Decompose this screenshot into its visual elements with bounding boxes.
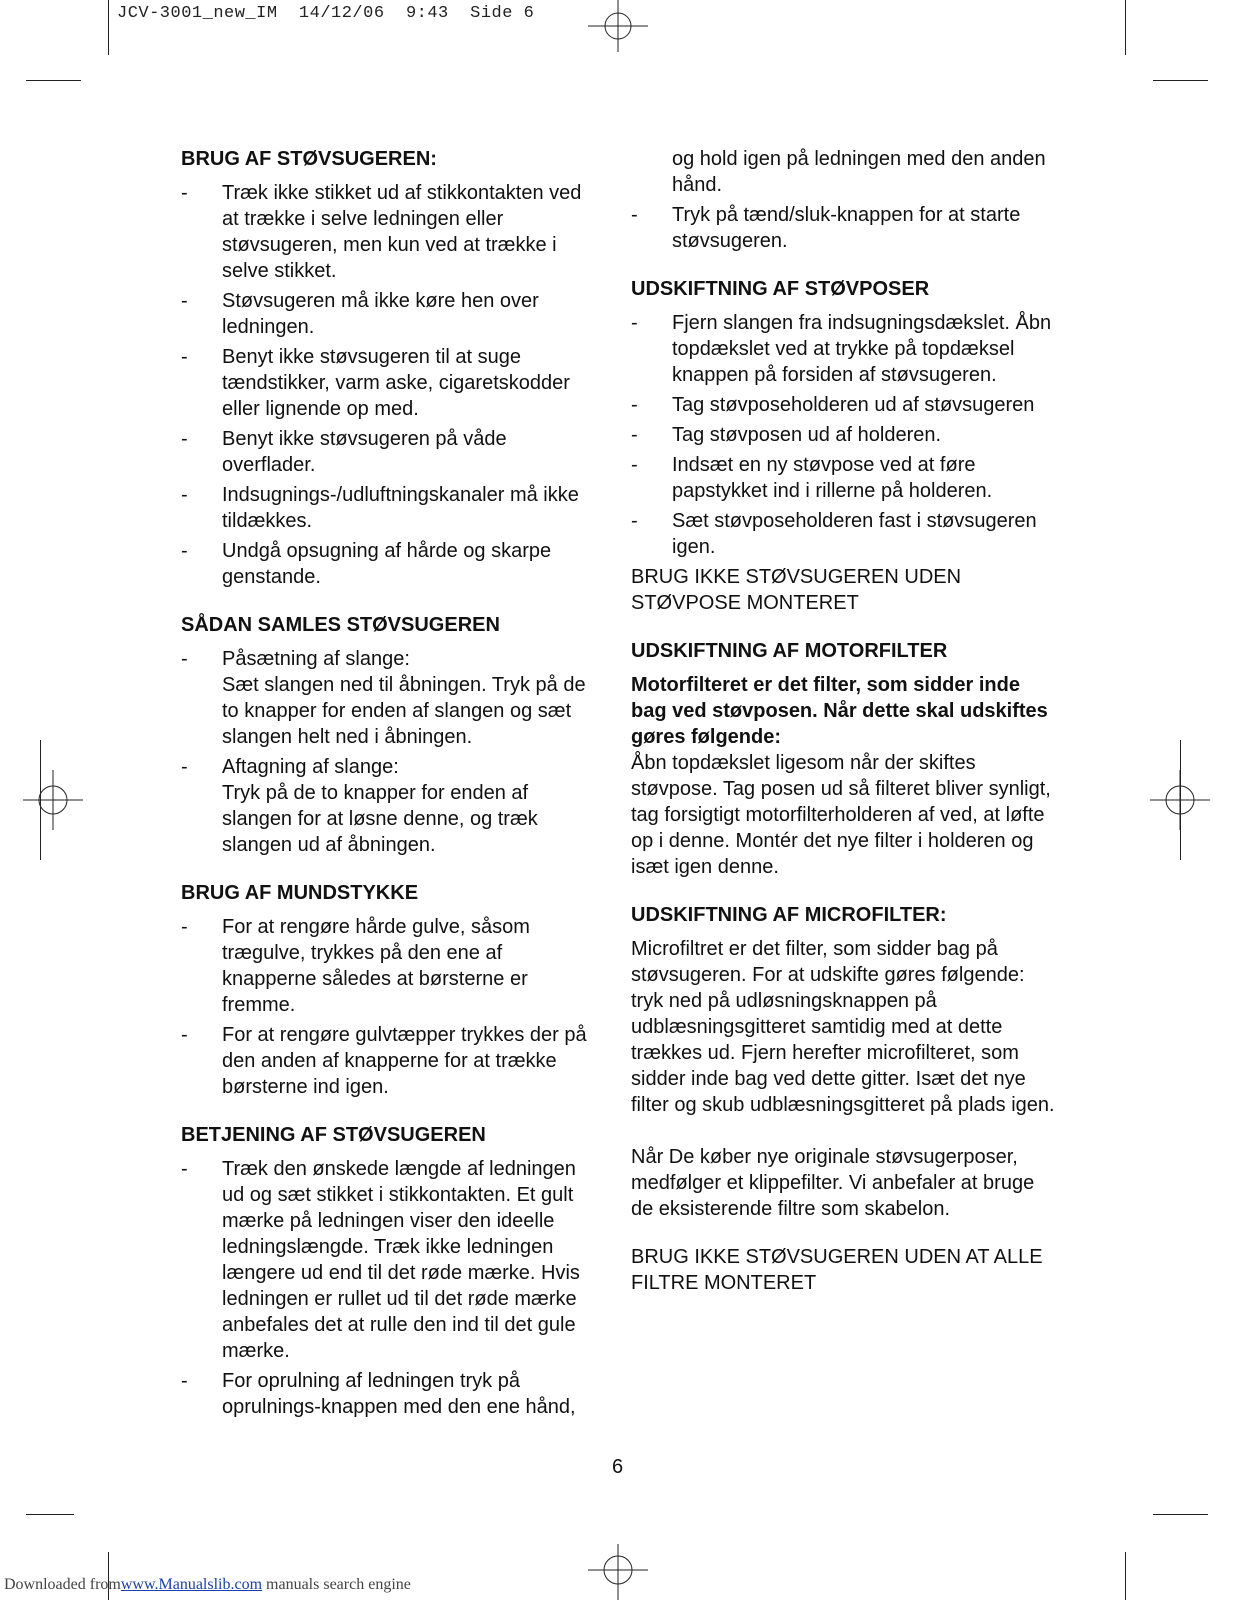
dash-marker: - xyxy=(181,916,188,938)
list-item-heading: Aftagning af slange: xyxy=(222,756,399,778)
warning-all-filters: BRUG IKKE STØVSUGEREN UDEN AT ALLE FILTRE MONTERET xyxy=(631,1246,1043,1294)
dash-marker: - xyxy=(181,346,188,368)
dash-marker: - xyxy=(631,394,638,416)
dash-marker: - xyxy=(631,510,638,532)
section-title: BETJENING AF STØVSUGEREN xyxy=(181,1124,486,1146)
warning-no-dustbag: BRUG IKKE STØVSUGEREN UDEN STØVPOSE MONTERET xyxy=(631,566,962,614)
list-item-text: Tryk på de to knapper for enden af slangen for at løsne denne, og træk slangen ud af åbningen. xyxy=(222,782,538,856)
microfilter-note: Når De køber nye originale støvsugerposer, medfølger et klippefilter. Vi anbefaler at bruge de eksisterende filtre som skabelon. xyxy=(631,1146,1035,1220)
list-item xyxy=(181,180,601,284)
list-item-heading: Påsætning af slange: xyxy=(222,648,410,670)
manualslib-link[interactable]: www.Manualslib.com xyxy=(120,1576,263,1593)
right-column xyxy=(631,146,1061,1318)
dash-marker: - xyxy=(181,428,188,450)
list-item-text: Undgå opsugning af hårde og skarpe genstande. xyxy=(222,540,552,588)
dash-marker: - xyxy=(631,454,638,476)
section-operation xyxy=(181,1122,601,1420)
left-column xyxy=(181,146,601,1442)
dash-marker: - xyxy=(181,290,188,312)
list-item xyxy=(631,508,1061,560)
dash-marker: - xyxy=(181,1024,188,1046)
list-item xyxy=(631,310,1061,388)
registration-mark-icon xyxy=(23,770,83,830)
section-assembly xyxy=(181,612,601,858)
trim-mark xyxy=(1125,1552,1126,1600)
dash-marker: - xyxy=(631,204,638,226)
trim-mark xyxy=(40,740,41,860)
microfilter-text: Microfiltret er det filter, som sidder bag på støvsugeren. For at udskifte gøres følgende: tryk ned på udløsningsknappen på udblæsningsgitteret samtidig med at dette trækkes ud. Fjern herefter microfilteret, som sidder inde bag ved dette gitter. Isæt det nye filter og skub udblæsningsgitteret på plads igen. xyxy=(631,938,1055,1116)
list-item-text: For at rengøre gulvtæpper trykkes der på den anden af knapperne for at trække børsterne ind igen. xyxy=(222,1024,587,1098)
list-item-text: Sæt slangen ned til åbningen. Tryk på de to knapper for enden af slangen og sæt slangen helt ned i åbningen. xyxy=(222,674,586,748)
section-usage xyxy=(181,146,601,590)
operation-list xyxy=(181,1156,601,1420)
list-item xyxy=(181,482,601,534)
section-title: BRUG AF STØVSUGEREN: xyxy=(181,148,437,170)
dash-marker: - xyxy=(181,182,188,204)
list-item-text: og hold igen på ledningen med den anden hånd. xyxy=(672,148,1046,196)
assembly-list xyxy=(181,646,601,858)
list-item xyxy=(631,202,1061,254)
registration-mark-icon xyxy=(588,0,648,60)
section-nozzle xyxy=(181,880,601,1100)
trim-mark xyxy=(26,80,81,81)
list-item-text: Tryk på tænd/sluk-knappen for at starte støvsugeren. xyxy=(672,204,1021,252)
list-item-text: Indsugnings-/udluftningskanaler må ikke tildækkes. xyxy=(222,484,579,532)
section-dustbags xyxy=(631,276,1061,560)
page-number: 6 xyxy=(612,1456,624,1478)
trim-mark xyxy=(1125,0,1126,55)
footer-prefix: Downloaded from xyxy=(4,1576,121,1593)
nozzle-list xyxy=(181,914,601,1100)
list-item-text: Fjern slangen fra indsugningsdækslet. Åbn topdækslet ved at trykke på topdæksel knappen på forsiden af støvsugeren. xyxy=(672,312,1052,386)
section-operation-continued xyxy=(631,146,1061,254)
dash-marker: - xyxy=(181,1158,188,1180)
list-item xyxy=(181,1022,601,1100)
print-slug: JCV-3001_new_IM 14/12/06 9:43 Side 6 xyxy=(117,4,535,23)
list-item xyxy=(181,344,601,422)
list-item-text: Træk ikke stikket ud af stikkontakten ved at trække i selve ledningen eller støvsugeren, men kun ved at trække i selve stikket. xyxy=(222,182,582,282)
section-title: UDSKIFTNING AF MOTORFILTER xyxy=(631,640,948,662)
operation-list-continued xyxy=(631,146,1061,254)
registration-mark-icon xyxy=(588,1540,648,1600)
trim-mark xyxy=(108,0,109,55)
list-item xyxy=(181,288,601,340)
list-item xyxy=(631,452,1061,504)
dustbag-list xyxy=(631,310,1061,560)
list-item xyxy=(181,1368,601,1420)
dash-marker: - xyxy=(181,1370,188,1392)
list-item xyxy=(631,146,1061,198)
list-item xyxy=(181,538,601,590)
list-item xyxy=(181,426,601,478)
section-title: SÅDAN SAMLES STØVSUGEREN xyxy=(181,614,500,636)
motorfilter-text: Åbn topdækslet ligesom når der skiftes støvpose. Tag posen ud så filteret bliver synligt, tag forsigtigt motorfilterholderen af ved, at løfte op i denne. Montér det nye filter i holderen og isæt igen denne. xyxy=(631,752,1051,878)
trim-mark xyxy=(1153,80,1208,81)
list-item xyxy=(181,1156,601,1364)
trim-mark xyxy=(1180,740,1181,860)
section-title: BRUG AF MUNDSTYKKE xyxy=(181,882,419,904)
list-item-text: Benyt ikke støvsugeren til at suge tændstikker, varm aske, cigaretskodder eller lignende op med. xyxy=(222,346,570,420)
list-item-text: For at rengøre hårde gulve, såsom trægulve, trykkes på den ene af knapperne således at børsterne er fremme. xyxy=(222,916,530,1016)
list-item-text: Indsæt en ny støvpose ved at føre papstykket ind i rillerne på holderen. xyxy=(672,454,993,502)
dash-marker: - xyxy=(181,756,188,778)
list-item-text: Tag støvposeholderen ud af støvsugeren xyxy=(672,394,1035,416)
section-microfilter xyxy=(631,902,1061,1222)
list-item-text: Støvsugeren må ikke køre hen over ledningen. xyxy=(222,290,539,338)
list-item-text: Benyt ikke støvsugeren på våde overflader. xyxy=(222,428,507,476)
list-item-text: Træk den ønskede længde af ledningen ud og sæt stikket i stikkontakten. Et gult mærke på ledningen viser den ideelle ledningslængde. Træk ikke ledningen længere ud end til det røde mærke. Hvis ledningen er rullet ud til det røde mærke anbefales det at rulle den ind til det gule mærke. xyxy=(222,1158,580,1362)
dash-marker: - xyxy=(631,312,638,334)
dash-marker: - xyxy=(181,484,188,506)
dash-marker: - xyxy=(181,540,188,562)
list-item xyxy=(181,914,601,1018)
section-title: UDSKIFTNING AF MICROFILTER: xyxy=(631,904,947,926)
list-item-text: Sæt støvposeholderen fast i støvsugeren igen. xyxy=(672,510,1037,558)
footer-suffix: manuals search engine xyxy=(262,1576,411,1593)
list-item-text: Tag støvposen ud af holderen. xyxy=(672,424,942,446)
download-footer xyxy=(4,1576,411,1594)
list-item xyxy=(631,422,1061,448)
usage-list xyxy=(181,180,601,590)
dash-marker: - xyxy=(181,648,188,670)
list-item xyxy=(631,392,1061,418)
section-title: UDSKIFTNING AF STØVPOSER xyxy=(631,278,930,300)
list-item xyxy=(181,754,601,858)
dash-marker: - xyxy=(631,424,638,446)
motorfilter-intro: Motorfilteret er det filter, som sidder inde bag ved støvposen. Når dette skal udskiftes gøres følgende: xyxy=(631,674,1048,748)
trim-mark xyxy=(26,1514,74,1515)
list-item-text: For oprulning af ledningen tryk på oprulnings-knappen med den ene hånd, xyxy=(222,1370,576,1418)
section-motorfilter xyxy=(631,638,1061,880)
trim-mark xyxy=(1153,1514,1208,1515)
list-item xyxy=(181,646,601,750)
